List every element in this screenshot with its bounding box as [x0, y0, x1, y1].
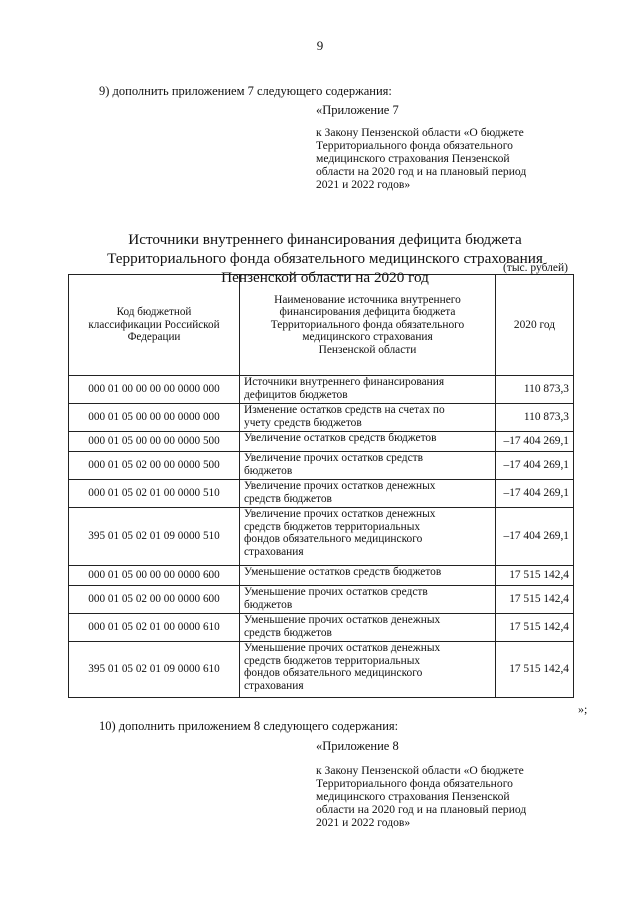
name-line: дефицитов бюджетов	[244, 388, 348, 401]
table-header-row	[69, 275, 574, 376]
name-line: Уменьшение прочих остатков денежных	[244, 614, 441, 626]
name-line: Увеличение прочих остатков денежных	[244, 480, 436, 492]
header-line: классификации Российской	[88, 318, 220, 331]
header-name	[240, 275, 496, 376]
item-9-text: 9) дополнить приложением 7 следующего содержания:	[99, 84, 392, 98]
name-line: Уменьшение прочих остатков средств	[244, 586, 428, 598]
row-code: 395 01 05 02 01 09 0000 510	[69, 508, 240, 566]
header-code	[69, 275, 240, 376]
law-line: Территориального фонда обязательного	[316, 777, 513, 790]
name-line: Увеличение прочих остатков денежных	[244, 508, 436, 520]
row-code: 000 01 00 00 00 00 0000 000	[69, 376, 240, 404]
row-name	[240, 480, 496, 508]
sources-table	[68, 274, 574, 698]
item-10-text: 10) дополнить приложением 8 следующего содержания:	[99, 719, 399, 733]
row-code: 395 01 05 02 01 09 0000 610	[69, 642, 240, 698]
name-line: фондов обязательного медицинского	[244, 667, 423, 679]
row-code: 000 01 05 02 00 00 0000 500	[69, 452, 240, 480]
heading-line: Пензенской области на 2020 год	[221, 269, 429, 286]
table-row	[69, 614, 574, 642]
name-line: средств бюджетов	[244, 626, 332, 639]
closing-quote: »;	[578, 702, 588, 716]
row-code: 000 01 05 00 00 00 0000 600	[69, 566, 240, 586]
table-row	[69, 376, 574, 404]
law-line: 2021 и 2022 годов»	[316, 816, 411, 829]
appendix-7-title: «Приложение 7	[316, 103, 399, 117]
row-code: 000 01 05 02 01 00 0000 510	[69, 480, 240, 508]
header-line: Наименование источника внутреннего	[274, 293, 461, 306]
row-amount: –17 404 269,1	[496, 452, 574, 480]
header-line: Код бюджетной	[116, 306, 192, 319]
heading-line: Источники внутреннего финансирования дефицита бюджета	[128, 231, 522, 248]
row-name	[240, 452, 496, 480]
name-line: бюджетов	[244, 598, 293, 611]
name-line: бюджетов	[244, 464, 293, 477]
row-amount: 110 873,3	[496, 376, 574, 404]
name-line: Источники внутреннего финансирования	[244, 376, 445, 388]
row-name	[240, 566, 496, 586]
page-number: 9	[316, 38, 324, 53]
row-name	[240, 586, 496, 614]
name-line: Уменьшение остатков средств бюджетов	[244, 566, 442, 578]
name-line: Увеличение остатков средств бюджетов	[244, 432, 437, 444]
row-amount: 110 873,3	[496, 404, 574, 432]
row-name	[240, 404, 496, 432]
row-name	[240, 508, 496, 566]
law-line: области на 2020 год и на плановый период	[316, 165, 527, 178]
name-line: Уменьшение прочих остатков денежных	[244, 642, 441, 654]
law-line: медицинского страхования Пензенской	[316, 790, 510, 803]
row-code: 000 01 05 00 00 00 0000 500	[69, 432, 240, 452]
table-row	[69, 586, 574, 614]
units-label: (тыс. рублей)	[502, 262, 568, 274]
table-row	[69, 508, 574, 566]
header-line: Федерации	[127, 331, 181, 344]
row-name	[240, 614, 496, 642]
table-row	[69, 404, 574, 432]
law-line: Территориального фонда обязательного	[316, 139, 513, 152]
name-line: средств бюджетов территориальных	[244, 520, 421, 533]
row-amount: 17 515 142,4	[496, 586, 574, 614]
name-line: средств бюджетов	[244, 492, 332, 505]
table-row	[69, 452, 574, 480]
name-line: фондов обязательного медицинского	[244, 533, 423, 545]
row-amount: –17 404 269,1	[496, 508, 574, 566]
row-code: 000 01 05 00 00 00 0000 000	[69, 404, 240, 432]
law-line: области на 2020 год и на плановый период	[316, 803, 527, 816]
row-amount: 17 515 142,4	[496, 566, 574, 586]
row-amount: –17 404 269,1	[496, 480, 574, 508]
row-amount: 17 515 142,4	[496, 642, 574, 698]
name-line: страхования	[244, 679, 304, 692]
row-name	[240, 432, 496, 452]
header-line: Пензенской области	[318, 343, 417, 356]
law-line: 2021 и 2022 годов»	[316, 178, 411, 191]
row-code: 000 01 05 02 01 00 0000 610	[69, 614, 240, 642]
appendix-8-law-reference	[316, 764, 616, 829]
row-name	[240, 376, 496, 404]
header-line: финансирования дефицита бюджета	[279, 306, 456, 319]
name-line: средств бюджетов территориальных	[244, 654, 421, 667]
header-line: медицинского страхования	[302, 331, 433, 344]
header-line: Территориального фонда обязательного	[270, 318, 465, 331]
row-code: 000 01 05 02 00 00 0000 600	[69, 586, 240, 614]
appendix-7-law-reference	[316, 126, 616, 191]
law-line: к Закону Пензенской области «О бюджете	[316, 764, 524, 777]
table-row	[69, 432, 574, 452]
law-line: к Закону Пензенской области «О бюджете	[316, 126, 524, 139]
header-year: 2020 год	[496, 275, 574, 376]
row-amount: –17 404 269,1	[496, 432, 574, 452]
heading-line: Территориального фонда обязательного медицинского страхования	[107, 250, 543, 267]
table-row	[69, 642, 574, 698]
name-line: Изменение остатков средств на счетах по	[244, 404, 445, 416]
law-line: медицинского страхования Пензенской	[316, 152, 510, 165]
table-row	[69, 566, 574, 586]
table-row	[69, 480, 574, 508]
row-amount: 17 515 142,4	[496, 614, 574, 642]
name-line: Увеличение прочих остатков средств	[244, 452, 423, 464]
appendix-8-title: «Приложение 8	[316, 739, 399, 753]
name-line: учету средств бюджетов	[244, 416, 362, 429]
row-name	[240, 642, 496, 698]
name-line: страхования	[244, 545, 304, 558]
